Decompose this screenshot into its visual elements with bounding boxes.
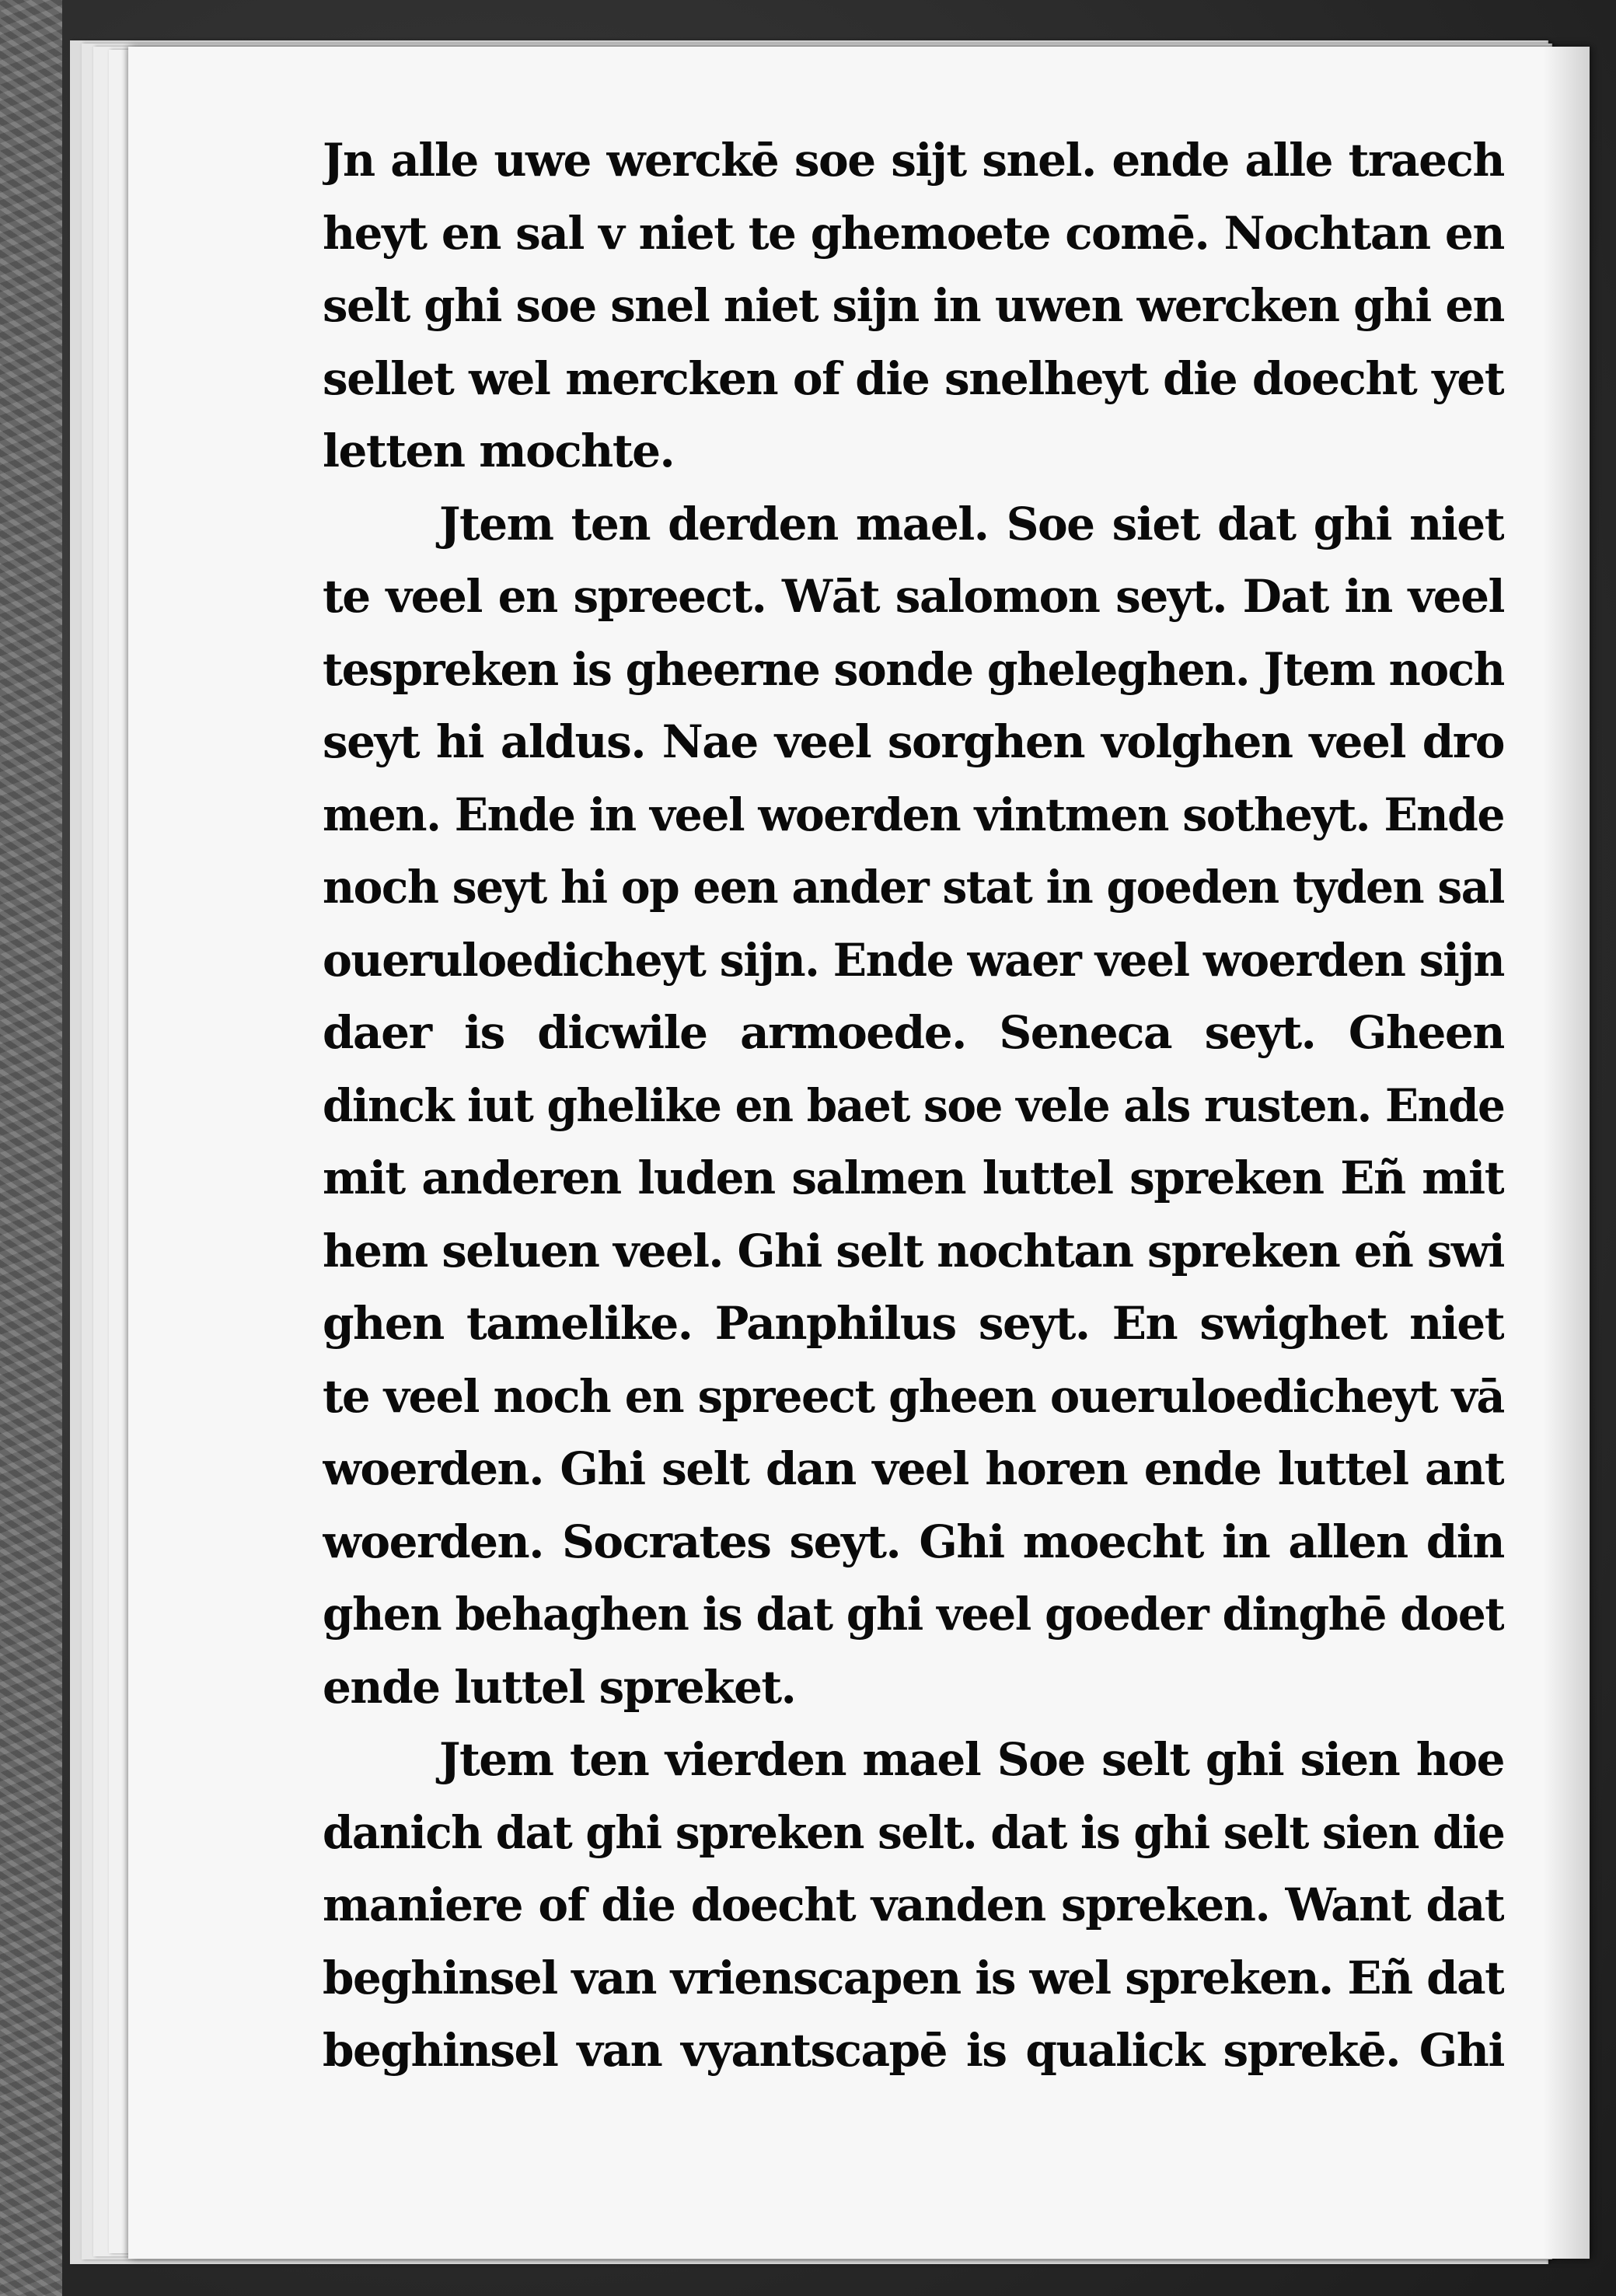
text-line: ghen behaghen is dat ghi veel goeder dinghē doet [323, 1588, 1505, 1641]
page-text [323, 124, 1504, 2088]
text-line: men. Ende in veel woerden vintmen sotheyt. Ende [323, 788, 1505, 841]
text-line: daer is dicwile armoede. Seneca seyt. Gheen [323, 1006, 1504, 1059]
text-line: Jn alle uwe werckē soe sijt snel. ende alle traech [323, 134, 1504, 187]
text-line: dinck iut ghelike en baet soe vele als rusten. Ende [323, 1078, 1505, 1132]
text-line: Jtem ten derden mael. Soe siet dat ghi niet [439, 497, 1504, 550]
text-line: tespreken is gheerne sonde gheleghen. Jtem noch [323, 642, 1504, 696]
text-line: woerden. Socrates seyt. Ghi moecht in allen din [323, 1515, 1504, 1568]
text-line: woerden. Ghi selt dan veel horen ende luttel ant [323, 1442, 1504, 1495]
text-line: ghen tamelike. Panphilus seyt. En swighet niet [323, 1297, 1504, 1350]
text-line: beghinsel van vyantscapē is qualick sprekē. Ghi [323, 2024, 1504, 2077]
marbled-cover-board [0, 0, 62, 2296]
text-line: danich dat ghi spreken selt. dat is ghi selt sien die [323, 1805, 1504, 1859]
text-line: selt ghi soe snel niet sijn in uwen wercken ghi en [323, 279, 1504, 332]
text-line: letten mochte. [323, 425, 675, 477]
page-gutter-shadow [1543, 47, 1590, 2259]
text-line: maniere of die doecht vanden spreken. Want dat [323, 1878, 1504, 1931]
text-line: hem seluen veel. Ghi selt nochtan spreken eñ swi [323, 1224, 1504, 1277]
text-line: ende luttel spreket. [323, 1660, 796, 1714]
text-line: oueruloedicheyt sijn. Ende waer veel woerden sijn [323, 933, 1505, 987]
text-line: te veel noch en spreect gheen oueruloedicheyt vā [323, 1369, 1504, 1423]
text-line: te veel en spreect. Wāt salomon seyt. Dat in veel [323, 570, 1504, 623]
text-line: seyt hi aldus. Nae veel sorghen volghen veel dro [323, 715, 1504, 768]
text-line: sellet wel mercken of die snelheyt die doecht yet [323, 351, 1504, 405]
text-line: mit anderen luden salmen luttel spreken Eñ mit [323, 1151, 1504, 1204]
text-line: heyt en sal v niet te ghemoete comē. Nochtan en [323, 206, 1504, 260]
text-line: beghinsel van vrienscapen is wel spreken. Eñ dat [323, 1951, 1505, 2004]
text-line: noch seyt hi op een ander stat in goeden tyden sal [323, 861, 1505, 914]
text-line: Jtem ten vierden mael Soe selt ghi sien hoe [439, 1733, 1504, 1786]
